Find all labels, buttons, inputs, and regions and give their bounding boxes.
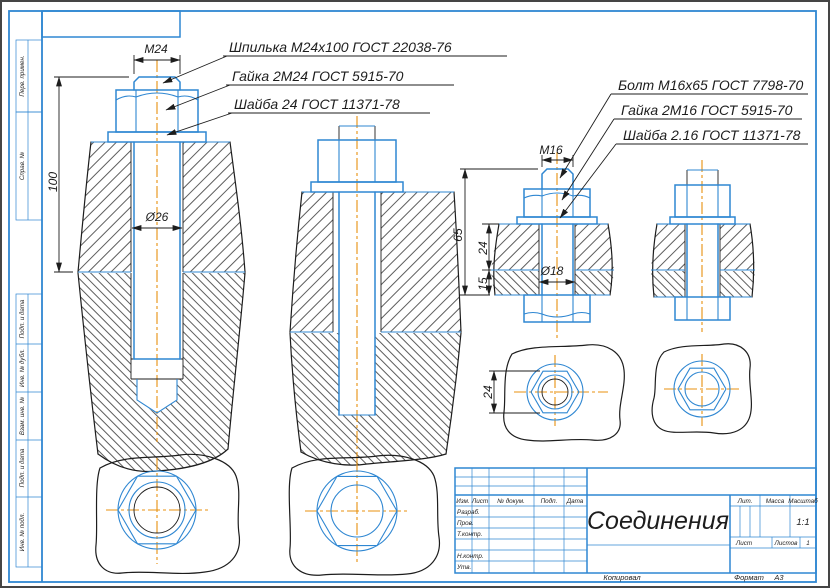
tb-col-docnum: № докум. — [497, 498, 525, 505]
title-block — [455, 468, 818, 573]
dim-65: 65 — [451, 228, 465, 242]
tb-col-izm: Изм. — [456, 498, 470, 505]
callout-stud-washer: Шайба 24 ГОСТ 11371-78 — [234, 96, 400, 112]
document-title: Соединения — [587, 507, 729, 535]
stud-connection-detailed-view — [46, 42, 245, 471]
stud-connection-simplified-view — [290, 116, 461, 465]
tb-sheet: Лист — [735, 540, 753, 547]
bottom-strip — [603, 573, 784, 582]
callout-stud-nut: Гайка 2М24 ГОСТ 5915-70 — [232, 68, 404, 84]
drawing-canvas — [2, 2, 828, 586]
tb-row-razrab: Разраб. — [457, 509, 480, 516]
callout-bolt: Болт М16х65 ГОСТ 7798-70 — [618, 77, 804, 93]
tb-sheets-value: 1 — [806, 540, 810, 547]
stud-connection-plan-view — [96, 454, 240, 573]
tb-scale: Масштаб — [788, 498, 818, 505]
tb-col-podp: Подп. — [540, 498, 558, 505]
bolt-callout-labels — [560, 77, 808, 218]
dim-d26: Ø26 — [145, 210, 169, 224]
callout-bolt-washer: Шайба 2.16 ГОСТ 11371-78 — [623, 127, 801, 143]
dim-nut-24: 24 — [481, 385, 495, 399]
tb-scale-value: 1:1 — [796, 517, 810, 528]
bolt-connection-simplified-view — [651, 160, 755, 332]
margin-label-sprav-no: Справ. № — [19, 151, 26, 181]
tb-mass: Масса — [765, 498, 785, 505]
margin-label-vzam-inv: Взам. инв. № — [19, 396, 26, 436]
tb-row-tkontr: Т.контр. — [457, 531, 483, 538]
format-label: Формат — [734, 573, 764, 582]
dim-m24: М24 — [144, 42, 168, 56]
designation-box — [42, 11, 180, 37]
tb-row-utv: Утв. — [457, 564, 472, 571]
callout-bolt-nut: Гайка 2М16 ГОСТ 5915-70 — [621, 102, 793, 118]
margin-label-perv-primen: Перв. примен. — [19, 55, 26, 97]
margin-label-inv-podl: Инв. № подл. — [19, 512, 26, 552]
tb-row-prov: Пров. — [457, 520, 474, 527]
stud-callout-labels — [163, 39, 507, 135]
tb-col-list: Лист — [471, 498, 489, 505]
dim-d18: Ø18 — [540, 264, 564, 278]
stud-simplified-plan-view — [289, 455, 439, 575]
callout-stud: Шпилька М24х100 ГОСТ 22038-76 — [229, 39, 452, 55]
tb-row-nkontr: Н.контр. — [457, 553, 484, 560]
tb-sheets: Листов — [774, 540, 798, 547]
format-value: A3 — [774, 573, 784, 582]
bolt-connection-plan-view — [481, 345, 624, 441]
dim-24: 24 — [476, 241, 490, 255]
dim-m16: М16 — [539, 143, 563, 157]
copied-label: Копировал — [603, 573, 641, 582]
bolt-simplified-plan-view — [652, 344, 751, 434]
margin-label-podp-data-1: Подп. и дата — [19, 299, 26, 339]
dim-100: 100 — [46, 171, 60, 193]
margin-boxes-bottom — [16, 294, 42, 567]
tb-lit: Лит. — [737, 498, 753, 505]
bolt-connection-detailed-view — [451, 143, 614, 339]
dim-15: 15 — [476, 277, 490, 291]
margin-label-inv-dubl: Инв. № дубл. — [19, 348, 26, 388]
margin-boxes-top — [16, 40, 42, 220]
tb-col-data: Дата — [566, 498, 584, 505]
margin-label-podp-data-2: Подп. и дата — [19, 448, 26, 488]
